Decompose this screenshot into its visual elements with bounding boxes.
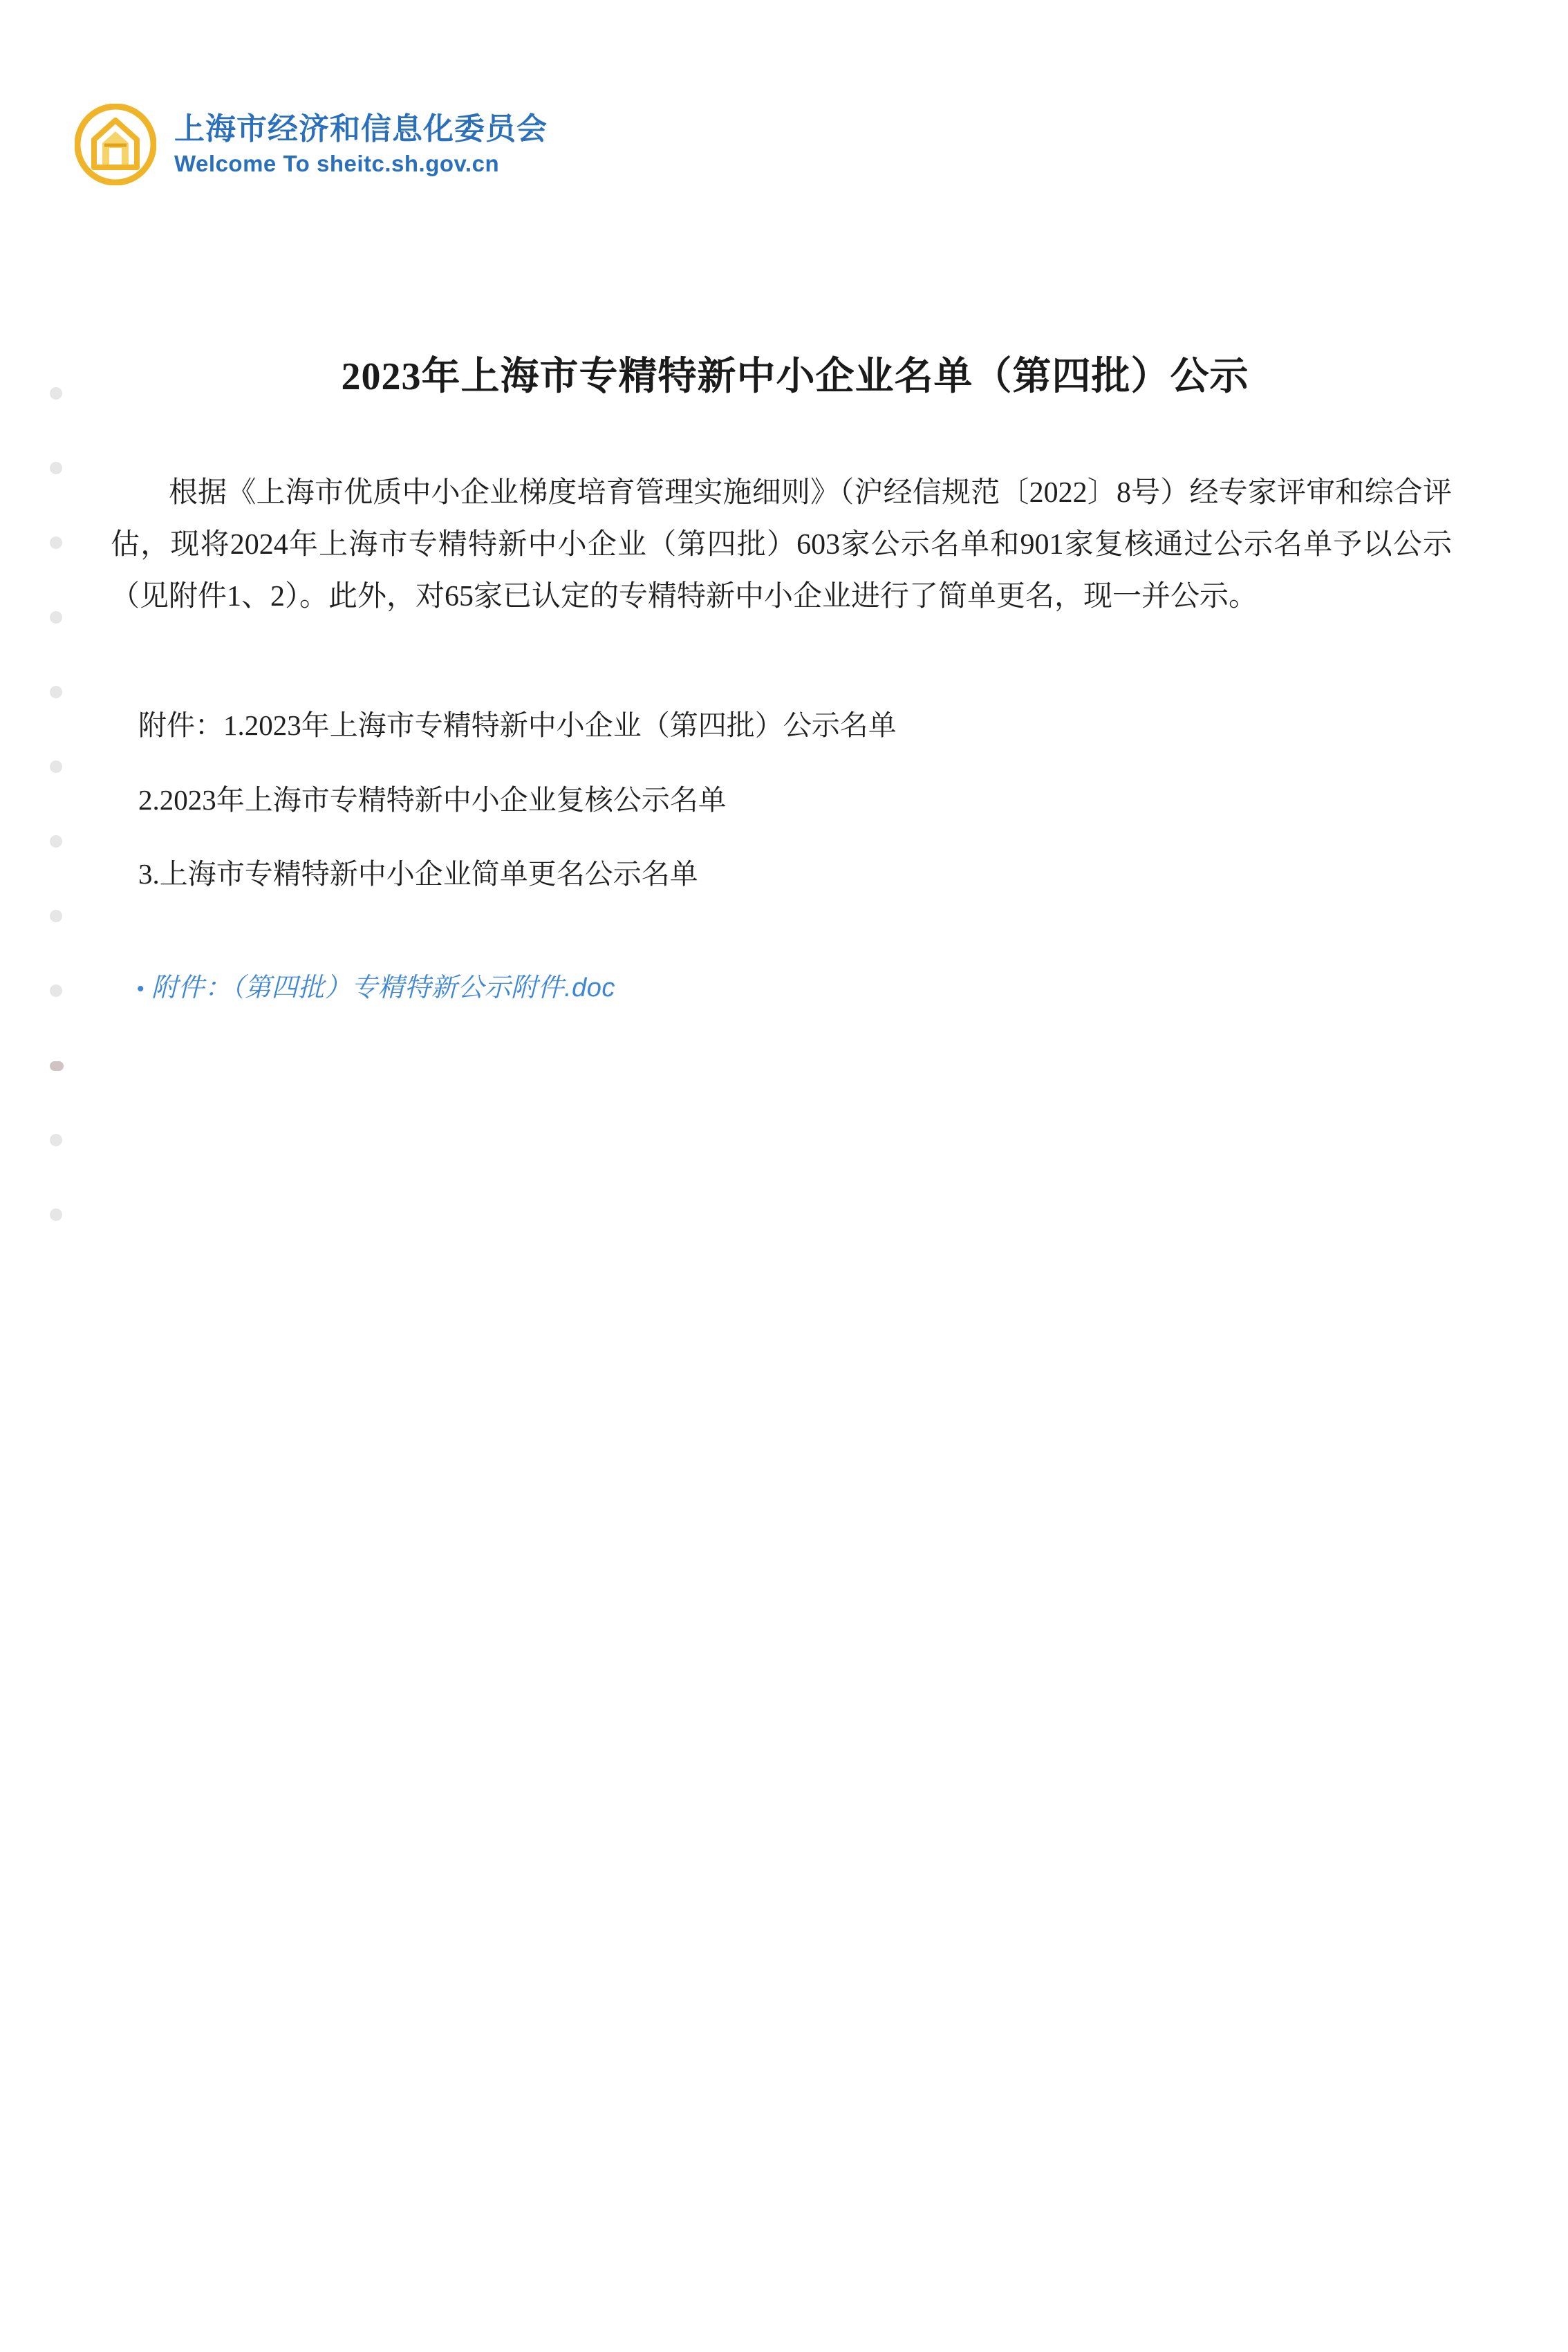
org-name-en: Welcome To sheitc.sh.gov.cn bbox=[174, 151, 500, 177]
bullet-icon: • bbox=[137, 977, 145, 1000]
binding-hole bbox=[50, 387, 62, 400]
sheitc-emblem-icon bbox=[75, 104, 156, 185]
vertical-spacer bbox=[111, 927, 1480, 966]
page-title: 2023年上海市专精特新中小企业名单（第四批）公示 bbox=[341, 355, 1249, 398]
attachment-item-3: 3.上海市专精特新中小企业简单更名公示名单 bbox=[138, 858, 698, 890]
attachment-file-label: 附件：（第四批）专精特新公示附件.doc bbox=[151, 973, 615, 1002]
binding-hole bbox=[50, 835, 62, 848]
binding-hole bbox=[50, 1061, 64, 1071]
binding-hole bbox=[50, 910, 62, 922]
site-header bbox=[75, 104, 548, 185]
page-binding-holes bbox=[50, 387, 65, 1258]
binding-hole bbox=[50, 760, 62, 773]
binding-hole bbox=[50, 1134, 62, 1146]
binding-hole bbox=[50, 984, 62, 997]
notice-paragraph: 根据《上海市优质中小企业梯度培育管理实施细则》（沪经信规范〔2022〕8号）经专家评审和综合评估，现将2024年上海市专精特新中小企业（第四批）603家公示名单和901家复核通过公示名单予以公示（见附件1、2）。此外，对65家已认定的专精特新中小企业进行了简单更名，现一并公示。 bbox=[111, 477, 1452, 613]
org-name-cn: 上海市经济和信息化委员会 bbox=[174, 111, 548, 146]
site-logo-text bbox=[174, 113, 548, 177]
vertical-spacer bbox=[111, 622, 1480, 704]
document-body bbox=[111, 346, 1480, 1004]
binding-hole bbox=[50, 611, 62, 624]
attachment-file-link[interactable] bbox=[111, 966, 1480, 1004]
binding-hole bbox=[50, 1208, 62, 1221]
binding-hole bbox=[50, 536, 62, 549]
binding-hole bbox=[50, 686, 62, 698]
attachment-item-1: 附件：1.2023年上海市专精特新中小企业（第四批）公示名单 bbox=[138, 709, 897, 742]
binding-hole bbox=[50, 462, 62, 474]
attachment-item-2: 2.2023年上海市专精特新中小企业复核公示名单 bbox=[138, 783, 727, 816]
